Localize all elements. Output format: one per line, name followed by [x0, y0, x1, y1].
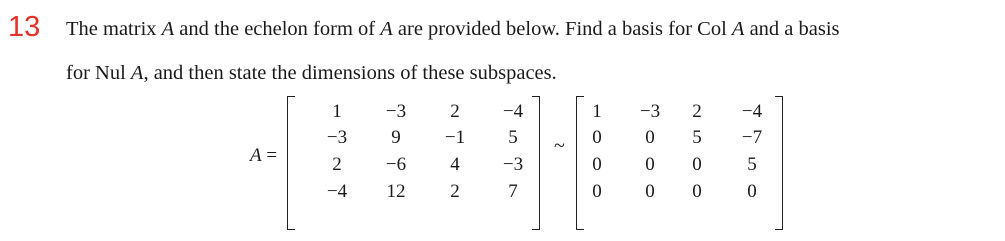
matrix-echelon-entry-r4c2: 0: [645, 181, 655, 202]
matrix-a-entry-r1c4: −4: [502, 101, 524, 122]
matrix-a-left-bracket: [287, 96, 295, 230]
matrix-a-entry-r4c2: 12: [386, 181, 406, 202]
matrix-a-entry-r3c3: 4: [450, 154, 460, 175]
matrix-echelon-entry-r4c1: 0: [592, 181, 602, 202]
matrix-label: [250, 146, 277, 165]
matrix-a-entry-r4c3: 2: [450, 181, 460, 202]
matrix-a-entry-r2c2: 9: [391, 127, 401, 148]
matrix-echelon-entry-r1c1: 1: [592, 101, 602, 122]
matrix-a-entry-r3c1: 2: [332, 154, 342, 175]
matrix-echelon-entry-r1c4: −4: [741, 101, 763, 122]
matrix-a-entry-r3c4: −3: [502, 154, 524, 175]
matrix-echelon-entry-r4c3: 0: [692, 181, 702, 202]
matrix-echelon-right-bracket: [775, 96, 783, 230]
matrix-echelon-entry-r3c1: 0: [592, 154, 602, 175]
matrix-echelon-entry-r2c3: 5: [692, 127, 702, 148]
matrix-echelon-entry-r2c1: 0: [592, 127, 602, 148]
matrix-a-entry-r1c3: 2: [450, 101, 460, 122]
question-text-line-2: for Nul A, and then state the dimensions of these subspaces.: [66, 62, 557, 84]
matrix-variable: A: [250, 145, 262, 166]
row-equivalent-symbol: ~: [554, 135, 565, 157]
matrix-a-entry-r3c2: −6: [385, 154, 407, 175]
matrix-echelon-entry-r1c3: 2: [692, 101, 702, 122]
matrix-a-entry-r2c1: −3: [326, 127, 348, 148]
matrix-echelon-entry-r3c4: 5: [747, 154, 757, 175]
matrix-echelon-entry-r2c4: −7: [741, 127, 763, 148]
matrix-echelon-entry-r2c2: 0: [645, 127, 655, 148]
matrix-a-entry-r2c3: −1: [444, 127, 466, 148]
matrix-echelon-entry-r3c3: 0: [692, 154, 702, 175]
matrix-a-entry-r1c2: −3: [385, 101, 407, 122]
matrix-a-right-bracket: [532, 96, 540, 230]
matrix-echelon-entry-r1c2: −3: [639, 101, 661, 122]
equals-sign: =: [266, 145, 278, 166]
matrix-a-entry-r2c4: 5: [508, 127, 518, 148]
question-number: 13: [8, 11, 41, 43]
matrix-echelon-entry-r4c4: 0: [747, 181, 757, 202]
matrix-echelon-entry-r3c2: 0: [645, 154, 655, 175]
question-text-line-1: The matrix A and the echelon form of A are provided below. Find a basis for Col A and a basis: [66, 18, 840, 40]
matrix-a-entry-r1c1: 1: [332, 101, 342, 122]
matrix-a-entry-r4c4: 7: [508, 181, 518, 202]
matrix-a-entry-r4c1: −4: [326, 181, 348, 202]
